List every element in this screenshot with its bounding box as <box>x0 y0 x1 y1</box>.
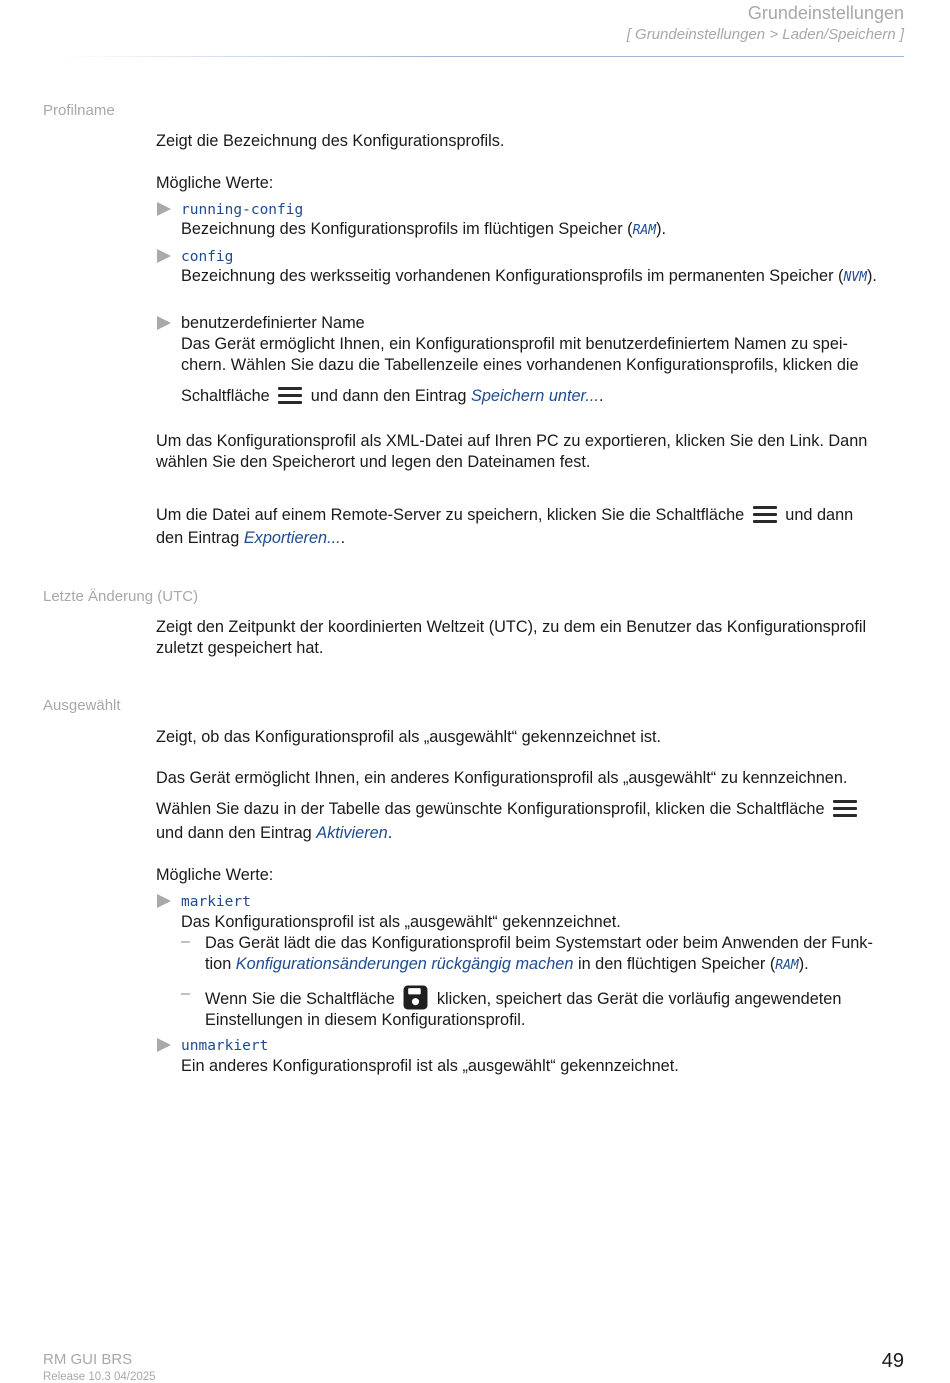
dash-bullet: – <box>181 985 190 1002</box>
value-config-desc: Bezeichnung des werksseitig vorhandenen Konfigurationsprofils im permanenten Speicher (NVM). <box>181 267 877 285</box>
bullet-arrow-icon <box>157 1038 171 1052</box>
value-unmarkiert-desc: Ein anderes Konfigurationsprofil ist als „ausgewählt“ gekennzeichnet. <box>181 1057 679 1075</box>
markiert-detail2-line2: Einstellungen in diesem Konfigurationsprofil. <box>205 1011 526 1029</box>
markiert-detail1-line1: Das Gerät lädt die das Konfigurationsprofil beim Systemstart oder beim Anwenden der Funk- <box>205 934 873 952</box>
page-header-title: Grundeinstellungen <box>747 3 904 23</box>
value-custom-name: benutzerdefinierter Name <box>181 314 365 332</box>
profilname-intro: Zeigt die Bezeichnung des Konfigurationsprofils. <box>156 132 505 150</box>
value-running-config: running-config <box>181 202 304 218</box>
value-markiert-desc: Das Konfigurationsprofil ist als „ausgewählt“ gekennzeichnet. <box>181 913 621 931</box>
ausgewaehlt-p2-line1: Wählen Sie dazu in der Tabelle das gewünschte Konfigurationsprofil, klicken die Schaltfläche <box>156 799 906 820</box>
bullet-arrow-icon <box>157 202 171 216</box>
breadcrumb: [ Grundeinstellungen > Laden/Speichern ] <box>626 26 904 43</box>
footer-doc-title: RM GUI BRS <box>43 1351 133 1368</box>
menu-icon <box>278 386 302 404</box>
link-aktivieren[interactable]: Aktivieren <box>316 824 388 842</box>
profilname-remote-line1: Um die Datei auf einem Remote-Server zu speichern, klicken Sie die Schaltfläche und dann <box>156 506 854 524</box>
value-running-config-desc: Bezeichnung des Konfigurationsprofils im flüchtigen Speicher (RAM). <box>181 220 667 238</box>
bullet-arrow-icon <box>157 249 171 263</box>
markiert-detail1-line2: tion Konfigurationsänderungen rückgängig machen in den flüchtigen Speicher (RAM). <box>205 955 809 973</box>
menu-icon <box>833 799 857 817</box>
term-ausgewaehlt: Ausgewählt <box>43 697 121 714</box>
header-divider <box>60 56 904 57</box>
value-custom-line2: chern. Wählen Sie dazu die Tabellenzeile eines vorhandenen Konfigurationsprofils, klicken die <box>181 356 859 374</box>
footer-release: Release 10.3 04/2025 <box>43 1371 156 1383</box>
profilname-export-paragraph: Um das Konfigurationsprofil als XML-Datei auf Ihren PC zu exportieren, klicken Sie den Link. Dann wählen Sie den Speicherort und legen den Dateinamen fest. <box>156 432 868 471</box>
page-number: 49 <box>881 1350 904 1372</box>
profilname-values-label: Mögliche Werte: <box>156 174 274 192</box>
value-config: config <box>181 249 234 265</box>
dash-bullet: – <box>181 933 190 950</box>
term-profilname: Profilname <box>43 102 115 119</box>
bullet-arrow-icon <box>157 894 171 908</box>
letzte-aenderung-desc: Zeigt den Zeitpunkt der koordinierten Weltzeit (UTC), zu dem ein Benutzer das Konfigurationsprofil zuletzt gespeichert hat. <box>156 618 867 657</box>
ausgewaehlt-p1: Das Gerät ermöglicht Ihnen, ein anderes Konfigurationsprofil als „ausgewählt“ zu kennzeichnen. <box>156 769 848 787</box>
save-icon <box>403 985 428 1010</box>
bullet-arrow-icon <box>157 316 171 330</box>
value-custom-line3: Schaltfläche und dann den Eintrag Speichern unter.... <box>181 387 604 405</box>
link-exportieren[interactable]: Exportieren... <box>243 529 341 547</box>
value-markiert: markiert <box>181 894 251 910</box>
ausgewaehlt-intro: Zeigt, ob das Konfigurationsprofil als „ausgewählt“ gekennzeichnet ist. <box>156 728 662 746</box>
term-letzte-aenderung: Letzte Änderung (UTC) <box>43 588 199 605</box>
link-konfigurationsaenderungen-rueckgaengig[interactable]: Konfigurationsänderungen rückgängig machen <box>235 955 574 973</box>
markiert-detail2-line1: Wenn Sie die Schaltfläche klicken, speichert das Gerät die vorläufig angewendeten <box>205 985 907 1010</box>
profilname-remote-line2: den Eintrag Exportieren.... <box>156 529 346 547</box>
value-unmarkiert: unmarkiert <box>181 1038 269 1054</box>
ausgewaehlt-p2-line2: und dann den Eintrag Aktivieren. <box>156 824 393 842</box>
link-speichern-unter[interactable]: Speichern unter... <box>471 387 599 405</box>
menu-icon <box>753 505 777 523</box>
ausgewaehlt-values-label: Mögliche Werte: <box>156 866 274 884</box>
value-custom-line1: Das Gerät ermöglicht Ihnen, ein Konfigurationsprofil mit benutzerdefiniertem Namen zu spei- <box>181 335 848 353</box>
